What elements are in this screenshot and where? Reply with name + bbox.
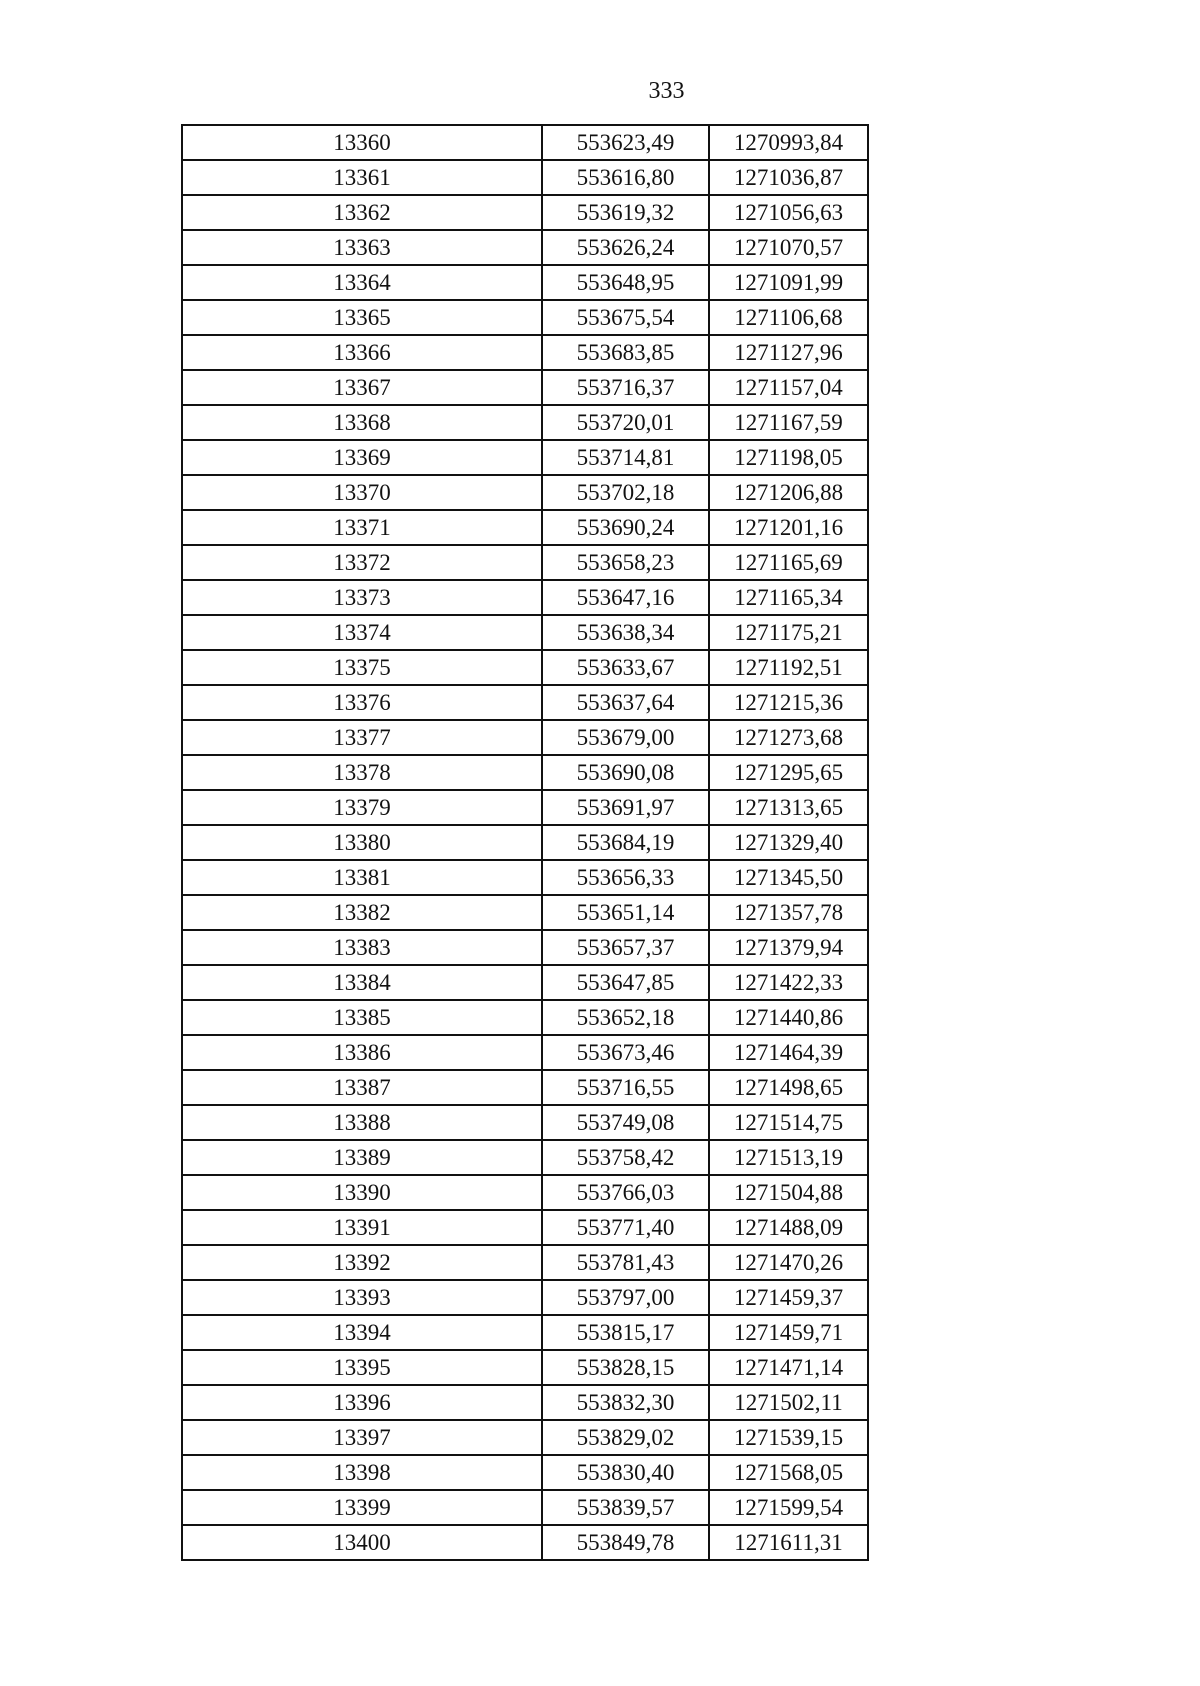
table-row: [182, 615, 868, 650]
table-row: [182, 930, 868, 965]
y-coordinate-cell: 1271091,99: [709, 265, 868, 300]
table-row: [182, 860, 868, 895]
x-coordinate-cell: 553652,18: [542, 1000, 709, 1035]
table-row: [182, 1210, 868, 1245]
x-coordinate-cell: 553749,08: [542, 1105, 709, 1140]
table-row: [182, 1350, 868, 1385]
x-coordinate-cell: 553839,57: [542, 1490, 709, 1525]
x-coordinate-cell: 553684,19: [542, 825, 709, 860]
point-number-cell: 13375: [182, 650, 542, 685]
point-number-cell: 13372: [182, 545, 542, 580]
y-coordinate-cell: 1271513,19: [709, 1140, 868, 1175]
x-coordinate-cell: 553714,81: [542, 440, 709, 475]
y-coordinate-cell: 1271502,11: [709, 1385, 868, 1420]
point-number-cell: 13367: [182, 370, 542, 405]
y-coordinate-cell: 1271127,96: [709, 335, 868, 370]
table-row: [182, 1070, 868, 1105]
y-coordinate-cell: 1271464,39: [709, 1035, 868, 1070]
point-number-cell: 13387: [182, 1070, 542, 1105]
table-row: [182, 300, 868, 335]
y-coordinate-cell: 1271488,09: [709, 1210, 868, 1245]
y-coordinate-cell: 1271036,87: [709, 160, 868, 195]
table-row: [182, 475, 868, 510]
x-coordinate-cell: 553716,55: [542, 1070, 709, 1105]
y-coordinate-cell: 1271514,75: [709, 1105, 868, 1140]
x-coordinate-cell: 553673,46: [542, 1035, 709, 1070]
point-number-cell: 13378: [182, 755, 542, 790]
point-number-cell: 13393: [182, 1280, 542, 1315]
table-row: [182, 790, 868, 825]
y-coordinate-cell: 1271157,04: [709, 370, 868, 405]
table-row: [182, 125, 868, 160]
table-row: [182, 1280, 868, 1315]
x-coordinate-cell: 553830,40: [542, 1455, 709, 1490]
y-coordinate-cell: 1271273,68: [709, 720, 868, 755]
point-number-cell: 13366: [182, 335, 542, 370]
y-coordinate-cell: 1271599,54: [709, 1490, 868, 1525]
x-coordinate-cell: 553637,64: [542, 685, 709, 720]
point-number-cell: 13385: [182, 1000, 542, 1035]
point-number-cell: 13395: [182, 1350, 542, 1385]
page-number: 333: [648, 78, 685, 104]
table-row: [182, 335, 868, 370]
table-row: [182, 1525, 868, 1560]
point-number-cell: 13363: [182, 230, 542, 265]
y-coordinate-cell: 1271504,88: [709, 1175, 868, 1210]
table-row: [182, 265, 868, 300]
point-number-cell: 13360: [182, 125, 542, 160]
table-row: [182, 1420, 868, 1455]
point-number-cell: 13370: [182, 475, 542, 510]
y-coordinate-cell: 1271206,88: [709, 475, 868, 510]
y-coordinate-cell: 1271106,68: [709, 300, 868, 335]
y-coordinate-cell: 1271313,65: [709, 790, 868, 825]
point-number-cell: 13388: [182, 1105, 542, 1140]
y-coordinate-cell: 1271422,33: [709, 965, 868, 1000]
point-number-cell: 13379: [182, 790, 542, 825]
table-row: [182, 195, 868, 230]
point-number-cell: 13396: [182, 1385, 542, 1420]
point-number-cell: 13383: [182, 930, 542, 965]
x-coordinate-cell: 553690,08: [542, 755, 709, 790]
table-row: [182, 160, 868, 195]
x-coordinate-cell: 553648,95: [542, 265, 709, 300]
table-row: [182, 1140, 868, 1175]
table-row: [182, 440, 868, 475]
x-coordinate-cell: 553656,33: [542, 860, 709, 895]
point-number-cell: 13397: [182, 1420, 542, 1455]
table-row: [182, 1245, 868, 1280]
x-coordinate-cell: 553647,16: [542, 580, 709, 615]
point-number-cell: 13400: [182, 1525, 542, 1560]
table-row: [182, 370, 868, 405]
x-coordinate-cell: 553657,37: [542, 930, 709, 965]
point-number-cell: 13369: [182, 440, 542, 475]
x-coordinate-cell: 553815,17: [542, 1315, 709, 1350]
y-coordinate-cell: 1271471,14: [709, 1350, 868, 1385]
point-number-cell: 13380: [182, 825, 542, 860]
table-row: [182, 1105, 868, 1140]
point-number-cell: 13362: [182, 195, 542, 230]
point-number-cell: 13368: [182, 405, 542, 440]
x-coordinate-cell: 553691,97: [542, 790, 709, 825]
x-coordinate-cell: 553797,00: [542, 1280, 709, 1315]
table-row: [182, 510, 868, 545]
x-coordinate-cell: 553781,43: [542, 1245, 709, 1280]
point-number-cell: 13381: [182, 860, 542, 895]
y-coordinate-cell: 1271175,21: [709, 615, 868, 650]
y-coordinate-cell: 1270993,84: [709, 125, 868, 160]
table-row: [182, 895, 868, 930]
x-coordinate-cell: 553758,42: [542, 1140, 709, 1175]
point-number-cell: 13389: [182, 1140, 542, 1175]
x-coordinate-cell: 553683,85: [542, 335, 709, 370]
x-coordinate-cell: 553766,03: [542, 1175, 709, 1210]
y-coordinate-cell: 1271165,69: [709, 545, 868, 580]
y-coordinate-cell: 1271539,15: [709, 1420, 868, 1455]
point-number-cell: 13371: [182, 510, 542, 545]
x-coordinate-cell: 553849,78: [542, 1525, 709, 1560]
y-coordinate-cell: 1271056,63: [709, 195, 868, 230]
point-number-cell: 13398: [182, 1455, 542, 1490]
x-coordinate-cell: 553679,00: [542, 720, 709, 755]
table-row: [182, 755, 868, 790]
x-coordinate-cell: 553651,14: [542, 895, 709, 930]
table-row: [182, 685, 868, 720]
x-coordinate-cell: 553638,34: [542, 615, 709, 650]
x-coordinate-cell: 553619,32: [542, 195, 709, 230]
y-coordinate-cell: 1271357,78: [709, 895, 868, 930]
y-coordinate-cell: 1271379,94: [709, 930, 868, 965]
y-coordinate-cell: 1271568,05: [709, 1455, 868, 1490]
table-row: [182, 1385, 868, 1420]
table-row: [182, 1315, 868, 1350]
point-number-cell: 13384: [182, 965, 542, 1000]
x-coordinate-cell: 553720,01: [542, 405, 709, 440]
x-coordinate-cell: 553832,30: [542, 1385, 709, 1420]
x-coordinate-cell: 553690,24: [542, 510, 709, 545]
point-number-cell: 13364: [182, 265, 542, 300]
x-coordinate-cell: 553658,23: [542, 545, 709, 580]
x-coordinate-cell: 553623,49: [542, 125, 709, 160]
table-row: [182, 650, 868, 685]
table-row: [182, 1455, 868, 1490]
y-coordinate-cell: 1271345,50: [709, 860, 868, 895]
x-coordinate-cell: 553626,24: [542, 230, 709, 265]
table-row: [182, 1490, 868, 1525]
y-coordinate-cell: 1271192,51: [709, 650, 868, 685]
point-number-cell: 13374: [182, 615, 542, 650]
x-coordinate-cell: 553616,80: [542, 160, 709, 195]
x-coordinate-cell: 553633,67: [542, 650, 709, 685]
point-number-cell: 13373: [182, 580, 542, 615]
y-coordinate-cell: 1271329,40: [709, 825, 868, 860]
y-coordinate-cell: 1271459,37: [709, 1280, 868, 1315]
y-coordinate-cell: 1271470,26: [709, 1245, 868, 1280]
table-row: [182, 230, 868, 265]
y-coordinate-cell: 1271459,71: [709, 1315, 868, 1350]
table-row: [182, 580, 868, 615]
point-number-cell: 13382: [182, 895, 542, 930]
x-coordinate-cell: 553675,54: [542, 300, 709, 335]
x-coordinate-cell: 553828,15: [542, 1350, 709, 1385]
y-coordinate-cell: 1271167,59: [709, 405, 868, 440]
y-coordinate-cell: 1271198,05: [709, 440, 868, 475]
point-number-cell: 13361: [182, 160, 542, 195]
y-coordinate-cell: 1271295,65: [709, 755, 868, 790]
y-coordinate-cell: 1271611,31: [709, 1525, 868, 1560]
y-coordinate-cell: 1271070,57: [709, 230, 868, 265]
y-coordinate-cell: 1271498,65: [709, 1070, 868, 1105]
table-row: [182, 545, 868, 580]
y-coordinate-cell: 1271165,34: [709, 580, 868, 615]
point-number-cell: 13390: [182, 1175, 542, 1210]
y-coordinate-cell: 1271215,36: [709, 685, 868, 720]
table-row: [182, 965, 868, 1000]
table-row: [182, 720, 868, 755]
point-number-cell: 13394: [182, 1315, 542, 1350]
point-number-cell: 13399: [182, 1490, 542, 1525]
y-coordinate-cell: 1271440,86: [709, 1000, 868, 1035]
point-number-cell: 13377: [182, 720, 542, 755]
table-row: [182, 1035, 868, 1070]
coordinates-table: [181, 124, 869, 1561]
x-coordinate-cell: 553702,18: [542, 475, 709, 510]
coordinates-table-body: [182, 125, 868, 1560]
point-number-cell: 13376: [182, 685, 542, 720]
x-coordinate-cell: 553829,02: [542, 1420, 709, 1455]
table-row: [182, 1000, 868, 1035]
point-number-cell: 13392: [182, 1245, 542, 1280]
point-number-cell: 13386: [182, 1035, 542, 1070]
y-coordinate-cell: 1271201,16: [709, 510, 868, 545]
x-coordinate-cell: 553716,37: [542, 370, 709, 405]
table-row: [182, 825, 868, 860]
table-row: [182, 405, 868, 440]
table-row: [182, 1175, 868, 1210]
point-number-cell: 13365: [182, 300, 542, 335]
point-number-cell: 13391: [182, 1210, 542, 1245]
x-coordinate-cell: 553647,85: [542, 965, 709, 1000]
x-coordinate-cell: 553771,40: [542, 1210, 709, 1245]
